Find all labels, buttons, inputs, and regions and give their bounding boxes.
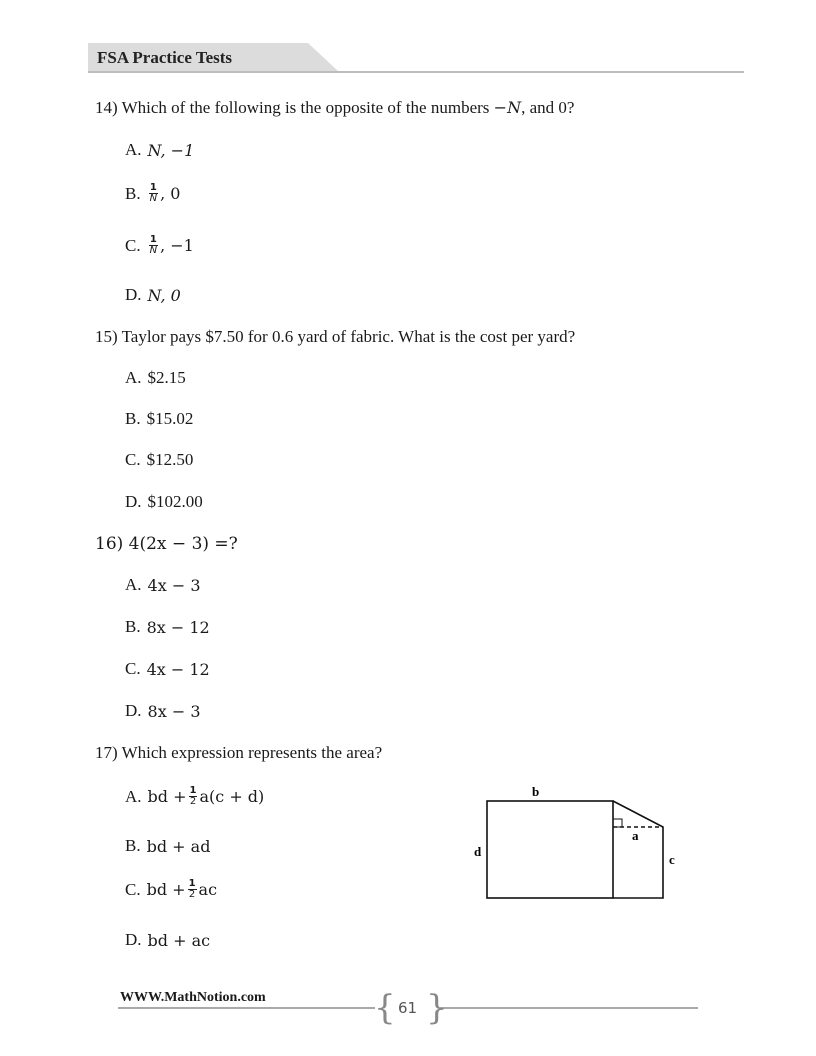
option-text: 8x − 12 [146,617,210,637]
option-letter: A. [125,786,142,806]
area-figure [470,780,690,910]
rectangle-shape [487,801,613,898]
question-15-stem: 15) Taylor pays $7.50 for 0.6 yard of fabric. What is the cost per yard? [95,327,576,346]
option-letter: A. [125,140,142,159]
option-letter: C. [125,879,141,899]
right-angle-marker [613,819,622,827]
fraction-numerator: 1 [189,785,197,796]
option-letter: A. [125,368,142,387]
option-letter: C. [125,450,141,469]
option-text: bd + ac [147,930,211,950]
question-14-text: 14) Which of the following is the opposite of the numbers [95,98,494,117]
question-14-math: −N [493,98,522,117]
fraction-numerator: 1 [188,878,196,889]
option-text: 4x − 12 [146,659,210,679]
q16-option-b[interactable] [125,617,210,637]
option-text: , 0 [160,184,181,203]
option-text: $2.15 [147,368,186,387]
question-17-stem: 17) Which expression represents the area? [95,743,383,762]
question-16-stem: 16) 4(2x − 3) =? [95,534,238,554]
option-letter: B. [125,409,141,428]
footer-rule-right [440,1007,698,1009]
option-prefix: bd + [147,787,187,806]
label-c: c [669,852,675,867]
label-b: b [532,784,540,799]
footer-website: WWW.MathNotion.com [120,990,266,1005]
q15-option-b[interactable] [125,409,193,429]
fraction-denominator: 2 [189,796,197,807]
page-header [88,43,744,75]
trapezoid-shape [613,801,663,898]
option-text: $102.00 [147,492,203,511]
option-prefix: bd + [146,880,186,899]
q17-option-a[interactable] [125,786,264,807]
fraction-denominator: N [149,193,158,204]
fraction-numerator: 1 [149,234,157,245]
fraction-denominator: N [149,245,158,256]
option-letter: B. [125,836,141,855]
label-a: a [632,828,639,843]
option-text: $12.50 [146,450,194,469]
footer-bracket-left: { [374,988,396,1028]
option-letter: C. [125,235,141,255]
option-letter: A. [125,575,142,594]
q16-option-d[interactable] [125,701,201,721]
q16-option-a[interactable] [125,575,201,595]
option-letter: B. [125,617,141,636]
option-text: N, 0 [147,285,181,305]
fraction [188,879,197,900]
q15-option-c[interactable] [125,450,193,470]
option-text: , −1 [160,236,194,255]
fraction [189,786,198,807]
q14-option-a[interactable] [125,140,194,160]
option-letter: D. [125,492,142,511]
fraction-denominator: 2 [188,889,196,900]
footer-bracket-right: } [426,988,448,1028]
option-letter: D. [125,285,142,304]
option-letter: D. [125,930,142,949]
fraction [149,183,158,204]
q14-option-d[interactable] [125,285,181,305]
header-title: FSA Practice Tests [97,48,233,67]
q14-option-c[interactable] [125,235,194,256]
option-letter: D. [125,701,142,720]
option-text: 4x − 3 [147,575,201,595]
option-text: $15.02 [146,409,194,428]
fraction-numerator: 1 [149,182,157,193]
option-letter: B. [125,183,141,203]
header-rule [88,71,744,73]
fraction [149,235,158,256]
option-text: N, −1 [147,140,195,160]
q15-option-a[interactable] [125,368,186,388]
q17-option-c[interactable] [125,879,217,900]
option-letter: C. [125,659,141,678]
question-14-stem [95,98,574,118]
question-14-tail: , and 0? [521,98,575,117]
option-text: ac [198,880,218,899]
q17-option-d[interactable] [125,930,210,950]
q16-option-c[interactable] [125,659,210,679]
option-text: a(c + d) [199,787,265,806]
q17-option-b[interactable] [125,836,210,856]
q15-option-d[interactable] [125,492,203,512]
page-number: 61 [398,999,418,1017]
option-text: bd + ad [146,836,211,856]
q14-option-b[interactable] [125,183,180,204]
option-text: 8x − 3 [147,701,201,721]
label-d: d [474,844,482,859]
footer-rule-left [118,1007,375,1009]
